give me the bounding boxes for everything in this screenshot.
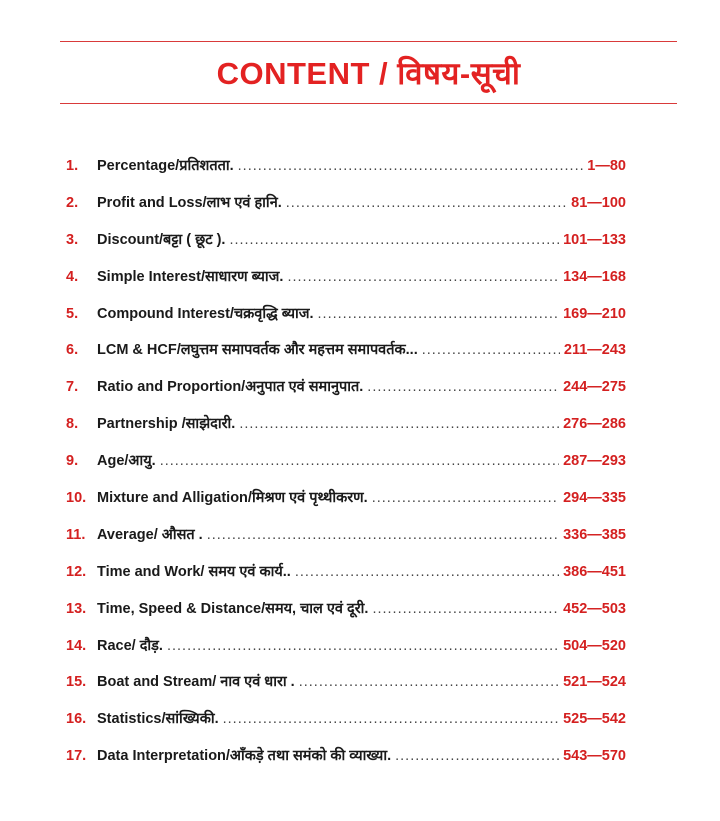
top-rule (60, 41, 677, 42)
toc-entry (66, 339, 626, 376)
toc-entry (66, 266, 626, 303)
toc-entry (66, 524, 626, 561)
toc-entry (66, 229, 626, 266)
dot-leader (286, 195, 567, 211)
entry-number: 17. (66, 748, 87, 765)
dot-leader (167, 638, 559, 654)
entry-title: Data Interpretation/आँकड़े तथा समंको की व्याख्या. (97, 748, 392, 765)
entry-number: 6. (66, 342, 79, 359)
entry-title: Boat and Stream/ नाव एवं धारा . (97, 674, 295, 691)
entry-pages: 1—80 (587, 158, 626, 174)
entry-pages: 287—293 (563, 453, 626, 470)
dot-leader (299, 674, 559, 690)
entry-pages: 134—168 (563, 268, 626, 285)
entry-title: Average/ औसत . (97, 526, 203, 543)
entry-title: Discount/बट्टा ( छूट ). (97, 231, 226, 248)
dot-leader (287, 269, 559, 285)
toc-entry (66, 561, 626, 598)
entry-pages: 294—335 (563, 490, 626, 507)
entry-pages: 336—385 (563, 526, 626, 543)
entry-number: 16. (66, 711, 87, 728)
entry-title: Age/आयु. (97, 453, 156, 470)
entry-title: Time and Work/ समय एवं कार्य.. (97, 563, 291, 580)
entry-title: Statistics/सांख्यिकी. (97, 711, 219, 728)
dot-leader (295, 564, 559, 580)
entry-title: Partnership /साझेदारी. (97, 416, 236, 433)
entry-pages: 543—570 (563, 748, 626, 765)
toc-entry (66, 413, 626, 450)
toc-entry (66, 598, 626, 635)
dot-leader (318, 306, 560, 322)
entry-number: 10. (66, 490, 87, 507)
dot-leader (238, 158, 584, 174)
dot-leader (239, 416, 559, 432)
entry-title: Mixture and Alligation/मिश्रण एवं पृथ्थीकरण. (97, 490, 368, 507)
entry-pages: 101—133 (563, 231, 626, 248)
entry-pages: 521—524 (563, 674, 626, 691)
entry-number: 2. (66, 194, 79, 211)
entry-title: LCM & HCF/लघुत्तम समापवर्तक और महत्तम समापवर्तक... (97, 342, 418, 359)
entry-pages: 244—275 (563, 379, 626, 396)
dot-leader (395, 748, 559, 764)
page-title: CONTENT / विषय-सूची (216, 56, 521, 91)
dot-leader (160, 453, 559, 469)
entry-title: Percentage/प्रतिशतता. (97, 158, 234, 174)
entry-number: 8. (66, 416, 79, 433)
entry-number: 5. (66, 305, 79, 322)
entry-number: 7. (66, 379, 79, 396)
dot-leader (229, 232, 559, 248)
entry-pages: 386—451 (563, 563, 626, 580)
dot-leader (367, 379, 559, 395)
entry-title: Ratio and Proportion/अनुपात एवं समानुपात. (97, 379, 364, 396)
entry-number: 14. (66, 637, 87, 654)
entry-number: 3. (66, 231, 79, 248)
dot-leader (422, 342, 560, 358)
dot-leader (372, 601, 559, 617)
dot-leader (207, 527, 559, 543)
entry-pages: 211—243 (563, 342, 626, 359)
table-of-contents (66, 155, 626, 782)
entry-number: 12. (66, 563, 87, 580)
entry-number: 1. (66, 158, 79, 174)
entry-pages: 81—100 (571, 194, 626, 211)
toc-entry (66, 450, 626, 487)
entry-number: 9. (66, 453, 79, 470)
entry-title: Simple Interest/साधारण ब्याज. (97, 268, 284, 285)
toc-entry (66, 155, 626, 192)
dot-leader (223, 711, 559, 727)
toc-entry (66, 708, 626, 745)
toc-entry (66, 671, 626, 708)
entry-number: 11. (66, 526, 86, 543)
entry-number: 13. (66, 600, 87, 617)
entry-number: 4. (66, 268, 79, 285)
entry-title: Profit and Loss/लाभ एवं हानि. (97, 194, 282, 211)
toc-entry (66, 192, 626, 229)
toc-entry (66, 745, 626, 782)
toc-entry (66, 487, 626, 524)
entry-pages: 276—286 (563, 416, 626, 433)
toc-entry (66, 376, 626, 413)
entry-pages: 525—542 (563, 711, 626, 728)
entry-pages: 504—520 (563, 637, 626, 654)
toc-entry (66, 635, 626, 672)
entry-pages: 452—503 (563, 600, 626, 617)
entry-number: 15. (66, 674, 87, 691)
entry-title: Time, Speed & Distance/समय, चाल एवं दूरी. (97, 600, 369, 617)
entry-title: Race/ दौड़. (97, 637, 163, 654)
bottom-rule (60, 103, 677, 104)
entry-title: Compound Interest/चक्रवृद्धि ब्याज. (97, 305, 314, 322)
entry-pages: 169—210 (563, 305, 626, 322)
toc-entry (66, 303, 626, 340)
dot-leader (372, 490, 559, 506)
